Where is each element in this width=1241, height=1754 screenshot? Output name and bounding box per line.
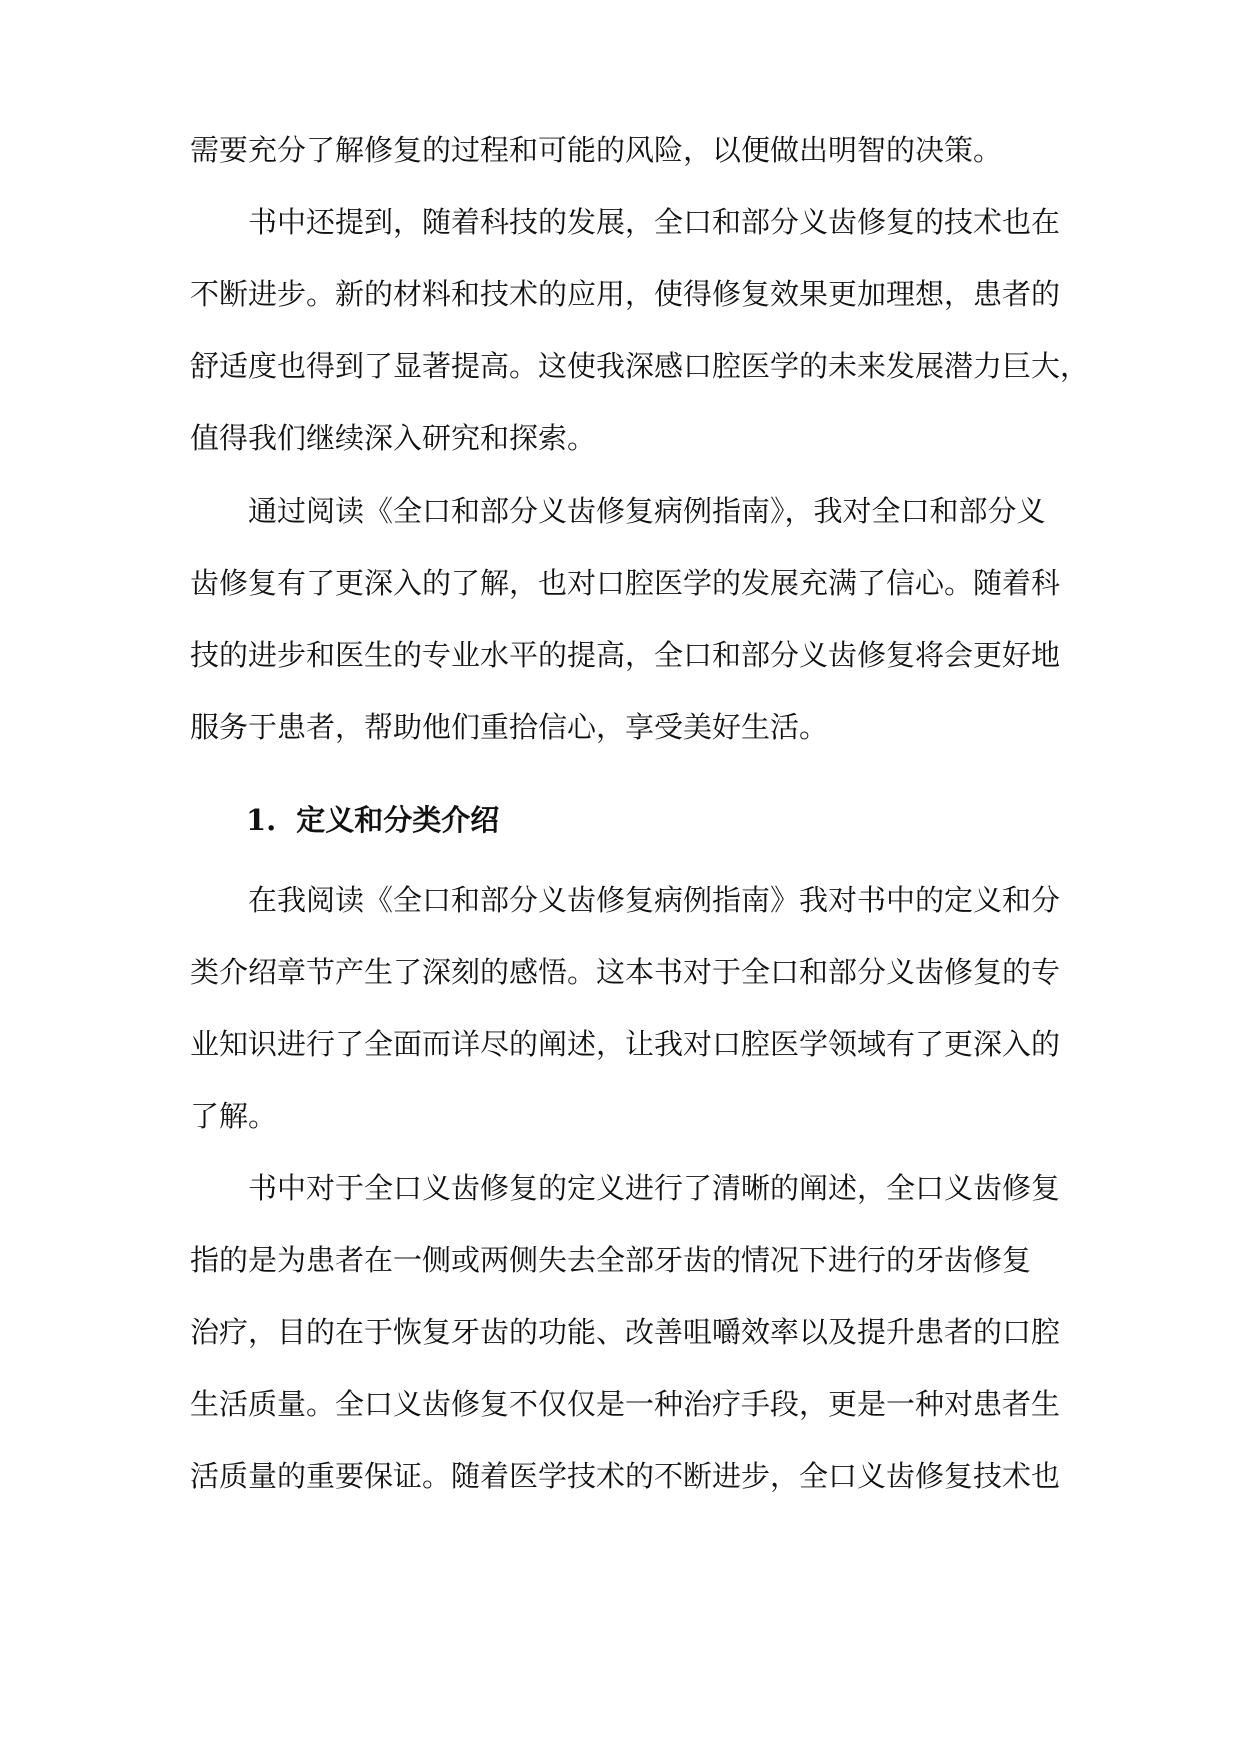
paragraph-line: 治疗，目的在于恢复牙齿的功能、改善咀嚼效率以及提升患者的口腔 xyxy=(190,1315,1061,1349)
paragraph-line: 技的进步和医生的专业水平的提高，全口和部分义齿修复将会更好地 xyxy=(190,638,1061,672)
paragraph-line: 了解。 xyxy=(190,1099,278,1133)
paragraph-line: 服务于患者，帮助他们重拾信心，享受美好生活。 xyxy=(190,710,829,744)
paragraph-line: 业知识进行了全面而详尽的阐述，让我对口腔医学领域有了更深入的 xyxy=(190,1027,1061,1061)
section-number: 1. xyxy=(246,803,277,837)
paragraph-line: 类介绍章节产生了深刻的感悟。这本书对于全口和部分义齿修复的专 xyxy=(190,955,1061,989)
section-heading xyxy=(246,800,499,840)
paragraph-line: 需要充分了解修复的过程和可能的风险，以便做出明智的决策。 xyxy=(190,133,1003,167)
paragraph-line: 生活质量。全口义齿修复不仅仅是一种治疗手段，更是一种对患者生 xyxy=(190,1387,1061,1421)
paragraph-line: 齿修复有了更深入的了解，也对口腔医学的发展充满了信心。随着科 xyxy=(190,566,1061,600)
paragraph-line: 书中还提到，随着科技的发展，全口和部分义齿修复的技术也在 xyxy=(190,205,1061,239)
paragraph-line: 书中对于全口义齿修复的定义进行了清晰的阐述，全口义齿修复 xyxy=(190,1171,1061,1205)
paragraph-line: 不断进步。新的材料和技术的应用，使得修复效果更加理想，患者的 xyxy=(190,277,1061,311)
section-title: 定义和分类介绍 xyxy=(296,803,500,837)
paragraph-line: 指的是为患者在一侧或两侧失去全部牙齿的情况下进行的牙齿修复 xyxy=(190,1243,1032,1277)
paragraph-line: 通过阅读《全口和部分义齿修复病例指南》，我对全口和部分义 xyxy=(190,494,1046,528)
paragraph-line: 值得我们继续深入研究和探索。 xyxy=(190,421,597,455)
paragraph-line: 活质量的重要保证。随着医学技术的不断进步，全口义齿修复技术也 xyxy=(190,1459,1061,1493)
paragraph-line: 在我阅读《全口和部分义齿修复病例指南》我对书中的定义和分 xyxy=(190,883,1061,917)
paragraph-line: 舒适度也得到了显著提高。这使我深感口腔医学的未来发展潜力巨大， xyxy=(190,349,1090,383)
